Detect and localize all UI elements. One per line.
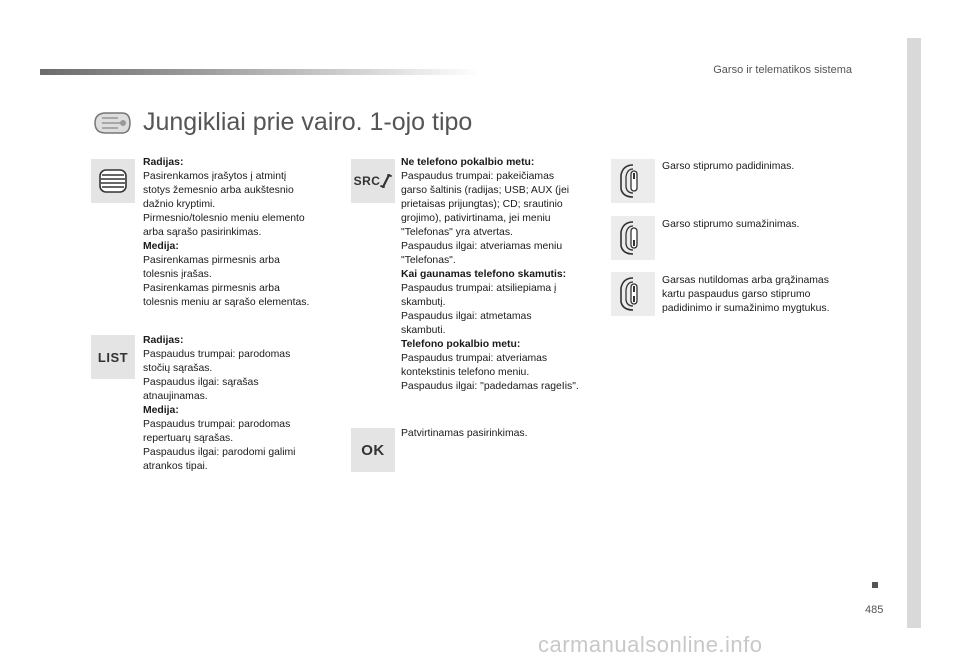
text-line: padidinimo ir sumažinimo mygtukus.	[662, 303, 830, 314]
page-number: 485	[865, 604, 884, 616]
list-button-label: LIST	[97, 349, 129, 365]
text-line: prietaisas prijungtas); CD; srautinio	[401, 199, 563, 210]
volume-up-description: Garso stiprumo padidinimas.	[662, 161, 795, 172]
list-button-icon	[91, 335, 135, 379]
text-line: Pasirenkamas pirmesnis arba	[143, 283, 280, 294]
list-button-description	[143, 334, 333, 474]
ok-button-icon	[351, 428, 395, 472]
text-line: dažnio kryptimi.	[143, 199, 216, 210]
text-line: arba sąrašo pasirinkimas.	[143, 227, 262, 238]
text-line: Pirmesnio/tolesnio meniu elemento	[143, 213, 305, 224]
text-line: tolesnis įrašas.	[143, 269, 212, 280]
text-line: garso šaltinis (radijas; USB; AUX (jei	[401, 185, 570, 196]
text-line: "Telefonas" yra atvertas.	[401, 227, 513, 238]
text-line: skambutį.	[401, 297, 446, 308]
text-line: Paspaudus trumpai: pakeičiamas	[401, 171, 555, 182]
text-line: Paspaudus ilgai: parodomi galimi	[143, 447, 296, 458]
steering-switch-icon	[92, 110, 132, 136]
ok-button-description: Patvirtinamas pasirinkimas.	[401, 428, 528, 439]
scroll-wheel-icon	[91, 159, 135, 203]
scroll-wheel-description	[143, 156, 333, 310]
text-line: Paspaudus ilgai: atveriamas meniu	[401, 241, 563, 252]
text-line: Telefono pokalbio metu:	[401, 339, 521, 350]
text-line: repertuarų sąrašas.	[143, 433, 234, 444]
text-line: Paspaudus ilgai: "padedamas rageIis".	[401, 381, 579, 392]
text-line: kontekstinis telefono meniu.	[401, 367, 530, 378]
ok-button-label: OK	[361, 441, 385, 459]
volume-down-icon	[611, 216, 655, 260]
page-edge-strip	[907, 38, 921, 628]
text-line: atnaujinamas.	[143, 391, 208, 402]
page-marker	[872, 582, 878, 588]
text-line: Medija:	[143, 405, 179, 416]
mute-description	[662, 274, 862, 316]
text-line: Paspaudus ilgai: atmetamas	[401, 311, 532, 322]
src-button-description	[401, 156, 601, 394]
text-line: Paspaudus trumpai: atveriamas	[401, 353, 548, 364]
page-title: Jungikliai prie vairo. 1-ojo tipo	[143, 108, 473, 136]
text-line: Pasirenkamas pirmesnis arba	[143, 255, 280, 266]
text-line: Paspaudus ilgai: sąrašas	[143, 377, 259, 388]
text-line: Pasirenkamos įrašytos į atmintį	[143, 171, 287, 182]
text-line: Paspaudus trumpai: atsiliepiama į	[401, 283, 557, 294]
mute-icon	[611, 272, 655, 316]
watermark: carmanualsonline.info	[538, 632, 763, 657]
text-line: tolesnis meniu ar sąrašo elementas.	[143, 297, 310, 308]
header-gradient-bar	[40, 69, 480, 75]
text-line: "Telefonas".	[401, 255, 456, 266]
text-line: Radijas:	[143, 157, 184, 168]
text-line: Ne telefono pokalbio metu:	[401, 157, 535, 168]
volume-up-icon	[611, 159, 655, 203]
phone-icon	[380, 174, 392, 188]
text-line: stotys žemesnio arba aukštesnio	[143, 185, 294, 196]
text-line: Garsas nutildomas arba grąžinamas	[662, 275, 829, 286]
src-label: SRC	[353, 174, 381, 188]
text-line: Medija:	[143, 241, 179, 252]
src-phone-button-icon	[351, 159, 395, 203]
text-line: grojimo), pativirtinama, jei meniu	[401, 213, 551, 224]
text-line: Paspaudus trumpai: parodomas	[143, 419, 291, 430]
text-line: Radijas:	[143, 335, 184, 346]
text-line: kartu paspaudus garso stiprumo	[662, 289, 811, 300]
text-line: atrankos tipai.	[143, 461, 208, 472]
text-line: skambuti.	[401, 325, 446, 336]
section-title: Garso ir telematikos sistema	[713, 64, 852, 76]
volume-down-description: Garso stiprumo sumažinimas.	[662, 219, 800, 230]
text-line: Paspaudus trumpai: parodomas	[143, 349, 291, 360]
text-line: Kai gaunamas telefono skamutis:	[401, 269, 567, 280]
text-line: stočių sąrašas.	[143, 363, 213, 374]
